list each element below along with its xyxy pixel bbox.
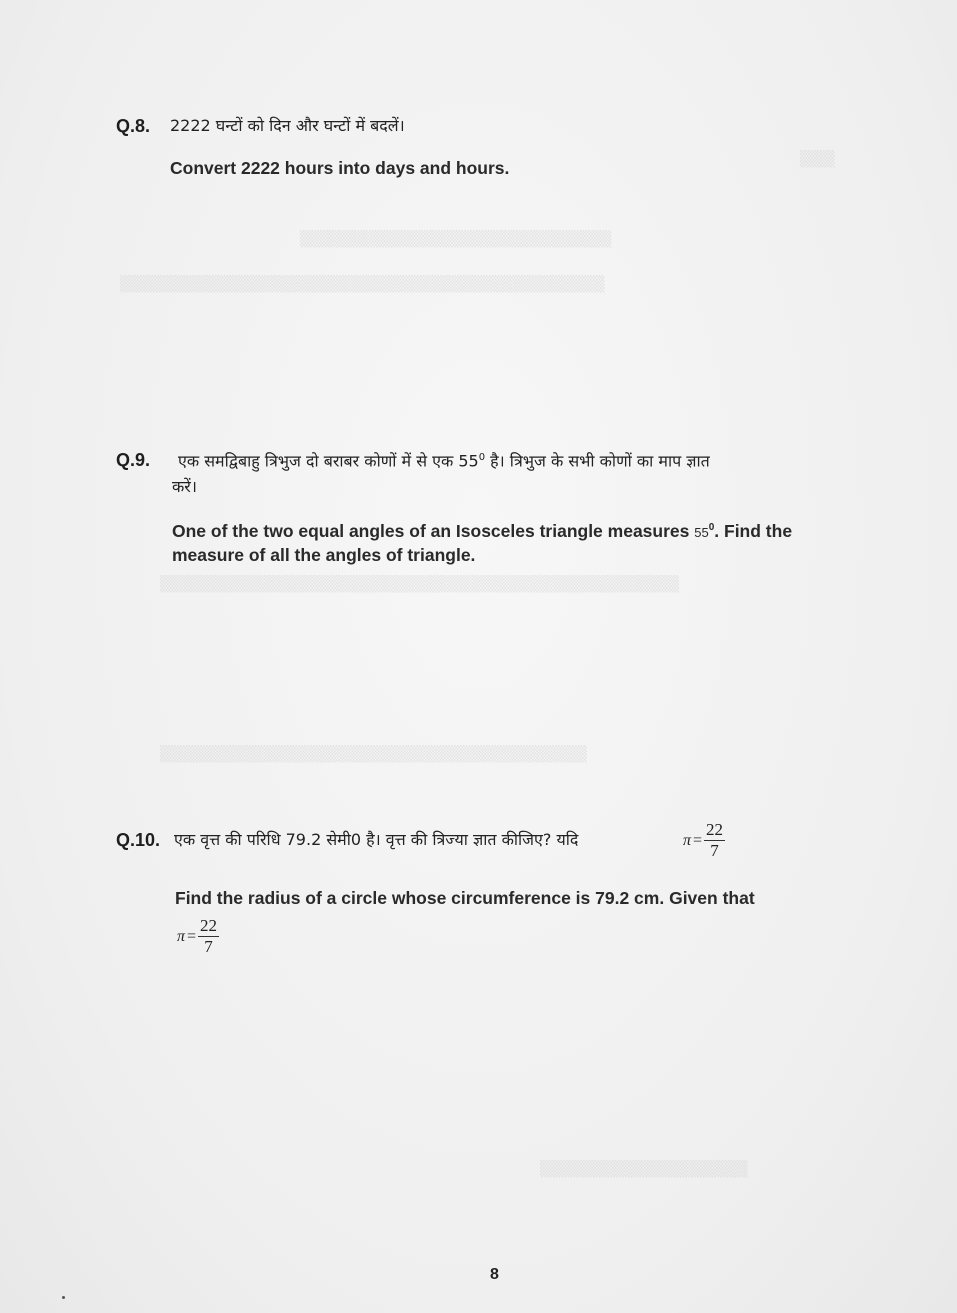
show-through-text: ▒▒▒ — [800, 150, 835, 168]
page-number: 8 — [490, 1266, 499, 1283]
equals-sign: = — [187, 927, 197, 945]
fraction — [198, 916, 219, 957]
hindi-line-1: एक समद्विबाहु त्रिभुज दो बराबर कोणों में से एक 55 — [178, 451, 479, 471]
question-number: Q.9. — [116, 450, 151, 470]
pi-formula-english — [177, 916, 219, 957]
show-through-text: ▒▒▒▒▒▒▒▒▒▒▒▒▒▒▒▒▒▒ — [540, 1160, 748, 1178]
degree-mark: 0 — [478, 452, 486, 463]
question-number: Q.8. — [116, 116, 151, 136]
fraction-denominator: 7 — [204, 937, 213, 956]
fraction — [704, 820, 725, 861]
show-through-text: ▒▒▒▒▒▒▒▒▒▒▒▒▒▒▒▒▒▒▒▒▒▒▒▒▒▒▒▒▒▒▒▒▒▒▒▒▒▒▒▒▒▒▒▒▒ — [160, 575, 680, 593]
question-number: Q.10. — [116, 830, 161, 850]
show-through-text: ▒▒▒▒▒▒▒▒▒▒▒▒▒▒▒▒▒▒▒▒▒▒▒▒▒▒▒ — [300, 230, 612, 248]
english-line-1: One of the two equal angles of an Isosceles triangle measures — [172, 520, 695, 541]
show-through-text: ▒▒▒▒▒▒▒▒▒▒▒▒▒▒▒▒▒▒▒▒▒▒▒▒▒▒▒▒▒▒▒▒▒▒▒▒▒▒▒▒▒▒ — [120, 275, 605, 293]
english-line-2: measure of all the angles of triangle. — [172, 545, 476, 565]
pi-formula-hindi — [683, 820, 725, 861]
fraction-numerator: 22 — [200, 916, 218, 935]
fraction-numerator: 22 — [706, 820, 724, 839]
hindi-line-2: करें। — [172, 477, 197, 496]
pi-symbol: π — [683, 831, 692, 849]
show-through-text: ▒▒▒▒▒▒▒▒▒▒▒▒▒▒▒▒▒▒▒▒▒▒▒▒▒▒▒▒▒▒▒▒▒▒▒▒▒ — [160, 745, 587, 763]
question-hindi-text: एक वृत्त की परिधि 79.2 सेमी0 है। वृत्त की त्रिज्या ज्ञात कीजिए? यदि — [174, 830, 579, 849]
question-hindi-text: 2222 घन्टों को दिन और घन्टों में बदलें। — [170, 116, 405, 135]
degree-mark: 0 — [708, 522, 715, 533]
pi-symbol: π — [177, 927, 186, 945]
question-english-text: Convert 2222 hours into days and hours. — [170, 158, 510, 178]
question-hindi-text — [178, 444, 868, 475]
english-line-1-end: . Find the — [714, 520, 793, 541]
fraction-denominator: 7 — [710, 841, 719, 860]
angle-value: 55 — [694, 524, 709, 540]
speck — [62, 1296, 65, 1299]
hindi-line-1-rest: है। त्रिभुज के सभी कोणों का माप ज्ञात — [485, 451, 710, 471]
equals-sign: = — [693, 831, 703, 849]
question-english-text: Find the radius of a circle whose circumference is 79.2 cm. Given that — [175, 888, 755, 908]
